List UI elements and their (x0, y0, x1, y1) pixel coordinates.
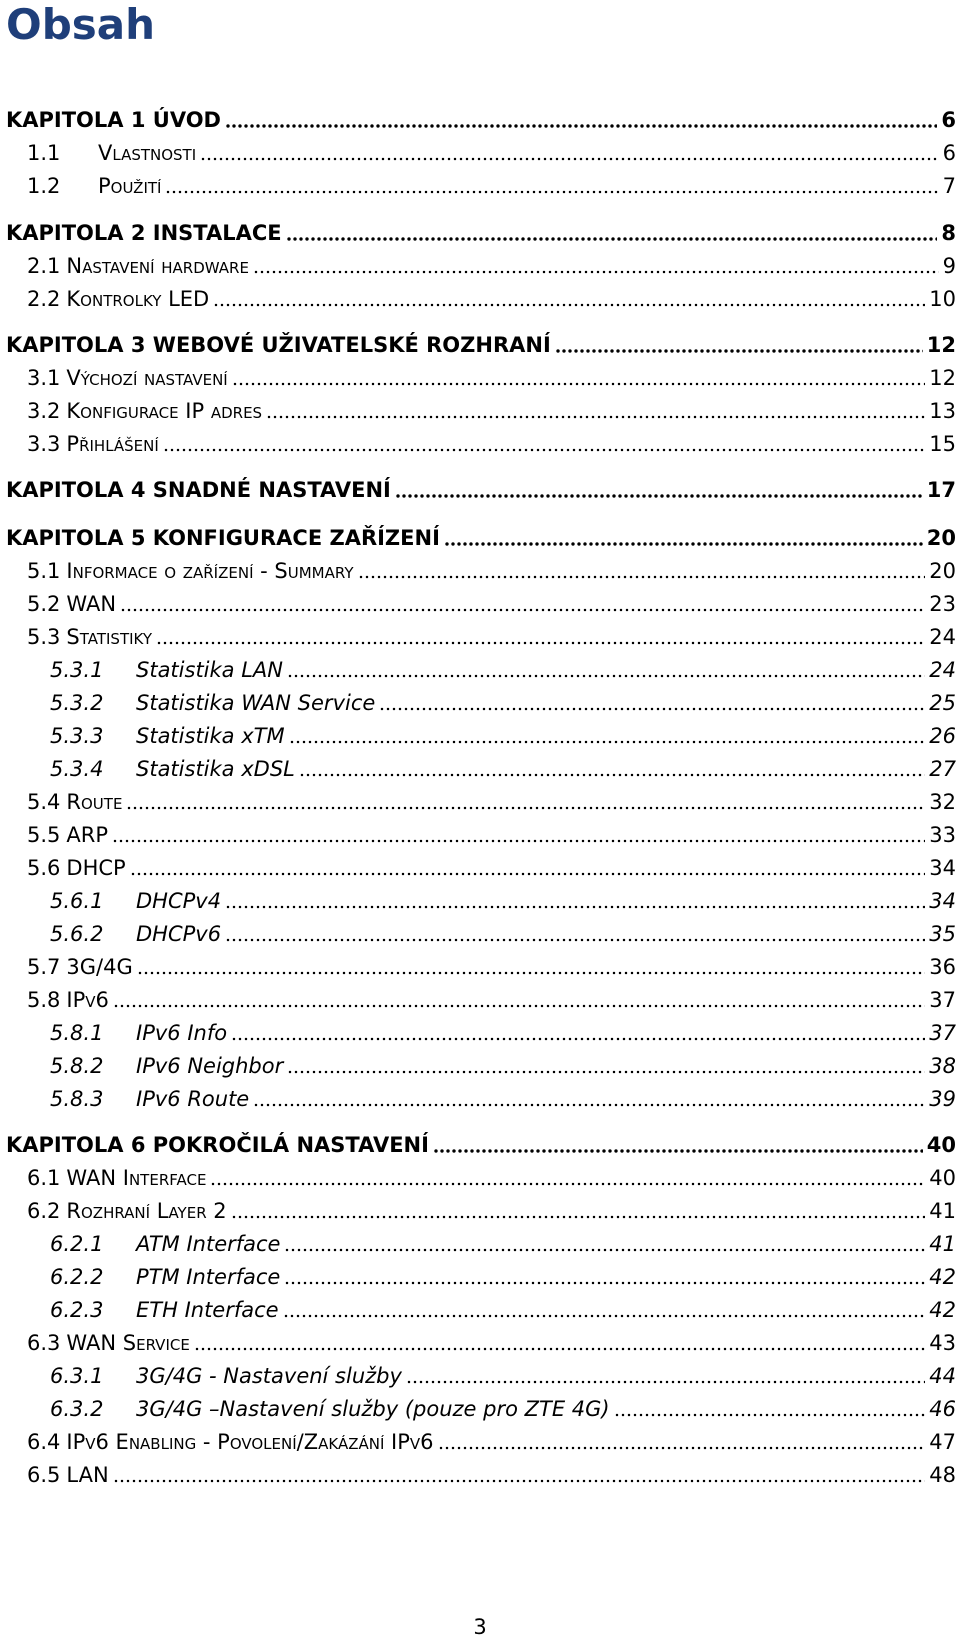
toc-entry[interactable] (6, 1196, 956, 1224)
toc-entry-label: IPv6 Info (136, 1021, 228, 1045)
toc-entry-label: Výchozí nastavení (66, 366, 228, 390)
toc-entry[interactable] (6, 1460, 956, 1488)
toc-entry[interactable] (6, 1295, 956, 1323)
toc-entry[interactable] (6, 754, 956, 782)
toc-entry-page: 35 (929, 922, 956, 946)
toc-entry-number: 5.6.2 (50, 922, 104, 946)
toc-entry-number: 5.2 (27, 592, 61, 616)
toc-entry-label: 3G/4G (66, 955, 133, 979)
toc-entry-page: 37 (929, 988, 956, 1012)
toc-entry-label: KAPITOLA 3 WEBOVÉ UŽIVATELSKÉ ROZHRANÍ (6, 333, 551, 357)
dot-leader (112, 839, 925, 843)
toc-entry-number: 5.3.2 (50, 691, 104, 715)
toc-entry-number: 2.1 (27, 254, 61, 278)
toc-entry[interactable] (6, 556, 956, 584)
toc-entry[interactable] (6, 853, 956, 881)
toc-entry-page: 7 (942, 174, 956, 198)
dot-leader (406, 1380, 925, 1384)
toc-entry-label: IPv6 Route (136, 1087, 250, 1111)
dot-leader (126, 806, 925, 810)
toc-entry-page: 42 (929, 1265, 956, 1289)
toc-entry-page: 17 (926, 478, 956, 502)
toc-entry-label: KAPITOLA 5 KONFIGURACE ZAŘÍZENÍ (6, 526, 440, 550)
dot-leader (225, 905, 925, 909)
toc-chapter[interactable] (6, 475, 956, 503)
dot-leader (231, 1215, 926, 1219)
toc-entry-label: ETH Interface (136, 1298, 279, 1322)
toc-entry-page: 32 (929, 790, 956, 814)
dot-leader (130, 872, 926, 876)
toc-entry-page: 24 (929, 625, 956, 649)
toc-entry-label: WAN (66, 592, 117, 616)
toc-entry[interactable] (6, 919, 956, 947)
toc-entry-number: 5.8 (27, 988, 61, 1012)
toc-entry-label: WAN Service (66, 1331, 190, 1355)
toc-entry[interactable] (6, 1084, 956, 1112)
toc-entry[interactable] (6, 284, 956, 312)
toc-entry-label: PTM Interface (136, 1265, 281, 1289)
toc-entry-page: 10 (929, 287, 956, 311)
toc-entry-number: 2.2 (27, 287, 61, 311)
toc-entry-label: Kontrolky LED (66, 287, 210, 311)
toc-chapter[interactable] (6, 218, 956, 246)
toc-entry-page: 6 (941, 108, 956, 132)
toc-entry-page: 9 (942, 254, 956, 278)
toc-entry-number: 6.1 (27, 1166, 61, 1190)
dot-leader (379, 707, 925, 711)
dot-leader (286, 237, 938, 241)
toc-entry-label: IPv6 (66, 988, 109, 1012)
page-title: Obsah (6, 0, 156, 49)
toc-entry-number: 6.2.3 (50, 1298, 104, 1322)
toc-entry-label: Statistika xDSL (136, 757, 295, 781)
toc-chapter[interactable] (6, 523, 956, 551)
toc-chapter[interactable] (6, 1130, 956, 1158)
toc-entry-label: Informace o zařízení - Summary (66, 559, 354, 583)
toc-entry-label: Konfigurace IP adres (66, 399, 263, 423)
toc-entry-label: KAPITOLA 2 INSTALACE (6, 221, 282, 245)
dot-leader (395, 494, 923, 498)
toc-entry[interactable] (6, 886, 956, 914)
toc-entry-label: DHCPv6 (136, 922, 222, 946)
toc-entry-number: 6.5 (27, 1463, 61, 1487)
dot-leader (225, 124, 937, 128)
toc-entry-label: WAN Interface (66, 1166, 207, 1190)
dot-leader (283, 1314, 926, 1318)
toc-entry-number: 5.3.4 (50, 757, 104, 781)
dot-leader (231, 1037, 925, 1041)
toc-entry-page: 34 (929, 889, 956, 913)
toc-entry-label: Statistika LAN (136, 658, 283, 682)
toc-entry-page: 33 (929, 823, 956, 847)
toc-entry-number: 5.7 (27, 955, 61, 979)
toc-entry[interactable] (6, 820, 956, 848)
toc-entry[interactable] (6, 1018, 956, 1046)
toc-entry-page: 12 (926, 333, 956, 357)
dot-leader (156, 641, 925, 645)
toc-entry[interactable] (6, 985, 956, 1013)
toc-entry[interactable] (6, 1051, 956, 1079)
toc-entry-label: DHCP (66, 856, 126, 880)
toc-entry-page: 37 (929, 1021, 956, 1045)
toc-entry-label: Přihlášení (66, 432, 159, 456)
dot-leader (232, 382, 926, 386)
dot-leader (438, 1446, 926, 1450)
toc-entry[interactable] (6, 622, 956, 650)
toc-entry-number: 3.1 (27, 366, 61, 390)
dot-leader (444, 542, 923, 546)
toc-entry-number: 1.1 (27, 141, 61, 165)
toc-entry-number: 5.6.1 (50, 889, 104, 913)
toc-entry-label: Rozhraní Layer 2 (66, 1199, 227, 1223)
toc-entry[interactable] (6, 1394, 956, 1422)
toc-entry-page: 41 (929, 1232, 956, 1256)
toc-entry[interactable] (6, 429, 956, 457)
toc-entry-page: 44 (929, 1364, 956, 1388)
toc-entry-label: Statistika WAN Service (136, 691, 376, 715)
toc-entry-page: 40 (929, 1166, 956, 1190)
toc-entry-label: Vlastnosti (98, 141, 197, 165)
toc-entry-label: KAPITOLA 4 SNADNÉ NASTAVENÍ (6, 478, 391, 502)
toc-entry-number: 5.1 (27, 559, 61, 583)
dot-leader (120, 608, 925, 612)
toc-entry-label: 3G/4G –Nastavení služby (pouze pro ZTE 4G) (136, 1397, 610, 1421)
toc-entry-number: 5.6 (27, 856, 61, 880)
toc-entry[interactable] (6, 688, 956, 716)
dot-leader (225, 938, 925, 942)
dot-leader (284, 1281, 925, 1285)
toc-entry-number: 5.3.3 (50, 724, 104, 748)
toc-entry-page: 20 (926, 526, 956, 550)
toc-chapter[interactable] (6, 105, 956, 133)
dot-leader (137, 971, 926, 975)
dot-leader (253, 1103, 925, 1107)
toc-entry-page: 38 (929, 1054, 956, 1078)
toc-entry-number: 6.3 (27, 1331, 61, 1355)
dot-leader (433, 1149, 923, 1153)
toc-entry-label: ATM Interface (136, 1232, 281, 1256)
toc-entry-number: 6.4 (27, 1430, 61, 1454)
toc-entry-page: 12 (929, 366, 956, 390)
toc-entry-label: IPv6 Neighbor (136, 1054, 284, 1078)
dot-leader (213, 303, 925, 307)
toc-entry[interactable] (6, 251, 956, 279)
toc-entry-page: 15 (929, 432, 956, 456)
dot-leader (113, 1479, 926, 1483)
dot-leader (194, 1347, 925, 1351)
toc-entry-page: 39 (929, 1087, 956, 1111)
toc-entry-number: 1.2 (27, 174, 61, 198)
toc-entry[interactable] (6, 138, 956, 166)
toc-entry-label: DHCPv4 (136, 889, 222, 913)
toc-entry[interactable] (6, 396, 956, 424)
toc-entry-number: 3.3 (27, 432, 61, 456)
toc-entry-page: 43 (929, 1331, 956, 1355)
toc-entry-page: 34 (929, 856, 956, 880)
toc-entry[interactable] (6, 1361, 956, 1389)
toc-entry-number: 5.3.1 (50, 658, 104, 682)
toc-chapter[interactable] (6, 330, 956, 358)
toc-entry-label: LAN (66, 1463, 109, 1487)
toc-entry-number: 5.5 (27, 823, 61, 847)
toc-entry-page: 24 (929, 658, 956, 682)
toc-entry-number: 6.2.1 (50, 1232, 104, 1256)
toc-entry-number: 6.3.1 (50, 1364, 104, 1388)
toc-entry[interactable] (6, 1262, 956, 1290)
toc-entry-label: Route (66, 790, 123, 814)
toc-entry-number: 3.2 (27, 399, 61, 423)
toc-entry-page: 36 (929, 955, 956, 979)
toc-entry-page: 23 (929, 592, 956, 616)
dot-leader (253, 270, 939, 274)
toc-entry[interactable] (6, 787, 956, 815)
dot-leader (163, 448, 925, 452)
toc-entry-page: 47 (929, 1430, 956, 1454)
toc-entry-number: 5.8.1 (50, 1021, 104, 1045)
toc-entry-label: KAPITOLA 1 ÚVOD (6, 108, 221, 132)
toc-entry[interactable] (6, 952, 956, 980)
toc-entry[interactable] (6, 721, 956, 749)
toc-entry-page: 46 (929, 1397, 956, 1421)
toc-entry-page: 48 (929, 1463, 956, 1487)
toc-entry-label: KAPITOLA 6 POKROČILÁ NASTAVENÍ (6, 1133, 429, 1157)
toc-entry[interactable] (6, 363, 956, 391)
dot-leader (266, 415, 925, 419)
toc-entry-page: 26 (929, 724, 956, 748)
toc-entry-label: Použití (98, 174, 162, 198)
toc-entry-page: 25 (929, 691, 956, 715)
toc-entry-page: 20 (929, 559, 956, 583)
toc-entry[interactable] (6, 589, 956, 617)
toc-entry[interactable] (6, 1427, 956, 1455)
toc-entry-number: 6.2.2 (50, 1265, 104, 1289)
toc-entry[interactable] (6, 655, 956, 683)
dot-leader (165, 190, 938, 194)
toc-entry-number: 5.8.2 (50, 1054, 104, 1078)
toc-entry[interactable] (6, 1163, 956, 1191)
toc-entry-label: Nastavení hardware (66, 254, 249, 278)
toc-entry-number: 6.3.2 (50, 1397, 104, 1421)
toc-entry-page: 27 (929, 757, 956, 781)
dot-leader (210, 1182, 925, 1186)
toc-entry[interactable] (6, 1229, 956, 1257)
dot-leader (287, 674, 925, 678)
toc-entry-number: 5.4 (27, 790, 61, 814)
toc-entry-page: 41 (929, 1199, 956, 1223)
toc-entry-page: 8 (941, 221, 956, 245)
toc-entry-number: 6.2 (27, 1199, 61, 1223)
toc-entry[interactable] (6, 1328, 956, 1356)
toc-entry-page: 13 (929, 399, 956, 423)
toc-entry-page: 42 (929, 1298, 956, 1322)
dot-leader (299, 773, 925, 777)
toc-entry-number: 5.8.3 (50, 1087, 104, 1111)
toc-entry-label: Statistika xTM (136, 724, 285, 748)
dot-leader (555, 349, 923, 353)
toc-entry-number: 5.3 (27, 625, 61, 649)
toc-entry-label: ARP (66, 823, 109, 847)
toc-entry[interactable] (6, 171, 956, 199)
dot-leader (614, 1413, 926, 1417)
dot-leader (358, 575, 926, 579)
toc-entry-page: 40 (926, 1133, 956, 1157)
toc-entry-label: Statistiky (66, 625, 152, 649)
toc-entry-label: 3G/4G - Nastavení služby (136, 1364, 402, 1388)
page-number: 3 (473, 1615, 487, 1639)
toc-entry-label: IPv6 Enabling - Povolení/Zakázání IPv6 (66, 1430, 434, 1454)
dot-leader (200, 157, 938, 161)
dot-leader (287, 1070, 925, 1074)
dot-leader (284, 1248, 925, 1252)
toc-entry-page: 6 (942, 141, 956, 165)
dot-leader (289, 740, 926, 744)
dot-leader (113, 1004, 925, 1008)
